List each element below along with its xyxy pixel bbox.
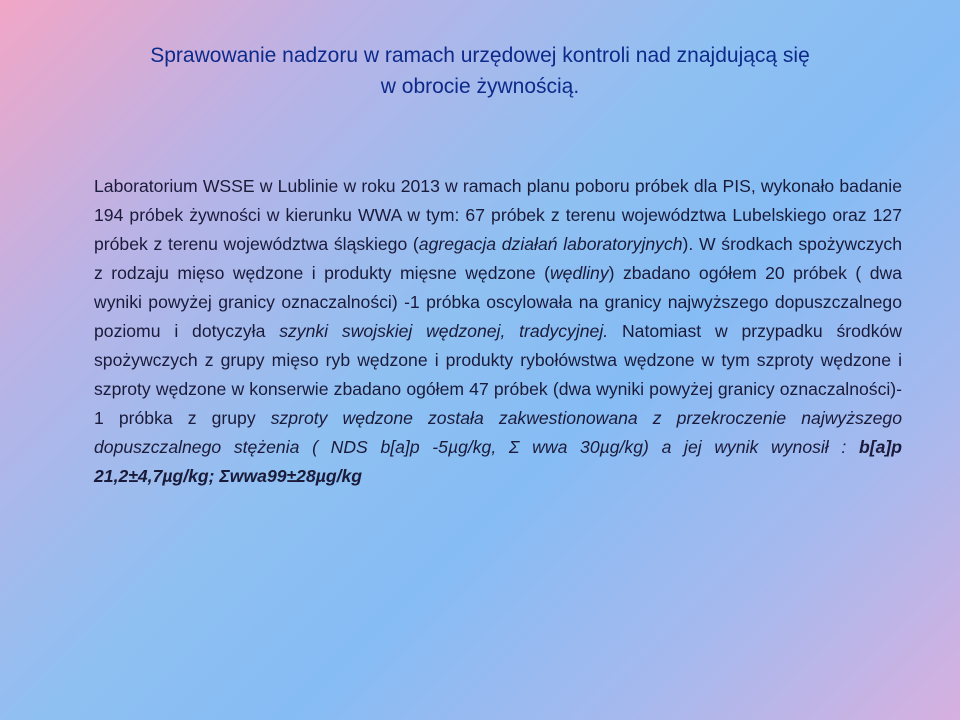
text-run-italic-agregacja: agregacja działań laboratoryjnych [418,234,683,254]
text-run-italic-szynki: szynki swojskiej wędzonej, tradycyjnej. [279,321,609,341]
text-run-italic-szproty: szproty wędzone została zakwestionowana z przekroczenie najwyższego dopuszczalnego stężenia ( NDS b[a]p -5µg/kg, Σ wwa 30µg/kg) a jej wynik wynosił : [94,408,902,457]
body-paragraph [94,172,902,491]
slide-title-line-1: Sprawowanie nadzoru w ramach urzędowej kontroli nad znajdującą się [150,44,810,67]
text-run-1: Laboratorium WSSE w Lublinie w roku 2013 w ramach planu poboru próbek dla PIS, wykonało badanie 194 próbek żywności w kierunku WWA w tym: 67 próbek z terenu województwa Lubelskiego oraz 127 próbek z terenu województwa śląskiego ( [94,176,902,254]
slide-title-line-2: w obrocie żywnością. [380,75,580,98]
text-run-italic-wedliny: wędliny [549,263,609,283]
text-run-4: Natomiast w przypadku środków spożywczych z grupy mięso ryb wędzone i produkty rybołówstwa wędzone w tym szproty wędzone i szproty wędzone w konserwie zbadano ogółem 47 próbek (dwa wyniki powyżej granicy oznaczalności)- 1 próbka z grupy [94,321,902,428]
text-run-2: ). W środkach spożywczych z rodzaju mięso wędzone i produkty mięsne wędzone ( [94,234,902,283]
text-run-3: ) zbadano ogółem 20 próbek ( dwa wyniki powyżej granicy oznaczalności) -1 próbka oscylowała na granicy najwyższego dopuszczalnego poziomu i dotyczyła [94,263,902,341]
text-run-result-values: b[a]p 21,2±4,7µg/kg; Σwwa99±28µg/kg [94,437,902,486]
slide-title [60,40,900,102]
